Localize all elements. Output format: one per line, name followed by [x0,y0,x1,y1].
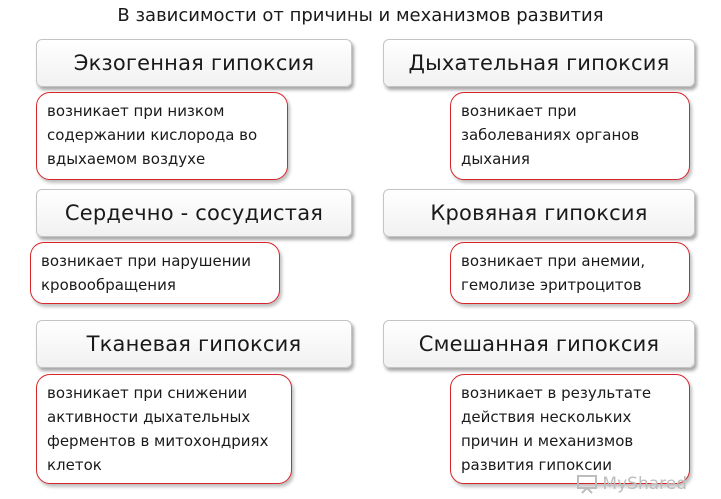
heading-cardiovascular: Сердечно - сосудистая [36,189,352,237]
heading-exogenous-hypoxia: Экзогенная гипоксия [36,39,352,87]
presentation-screen-icon [576,474,598,494]
description-blood-hypoxia: возникает при анемии, гемолизе эритроцитов [450,242,690,304]
heading-tissue-hypoxia: Тканевая гипоксия [36,320,352,368]
watermark-text: MyShared [602,474,687,494]
heading-blood-hypoxia: Кровяная гипоксия [383,189,695,237]
description-tissue-hypoxia: возникает при снижении активности дыхательных ферментов в митохондриях клеток [36,374,292,484]
description-respiratory-hypoxia: возникает при заболеваниях органов дыхания [450,92,690,180]
page-title: В зависимости от причины и механизмов развития [117,5,604,26]
description-exogenous-hypoxia: возникает при низком содержании кислорода во вдыхаемом воздухе [36,92,288,180]
heading-mixed-hypoxia: Смешанная гипоксия [383,320,695,368]
watermark [576,473,687,495]
description-mixed-hypoxia: возникает в результате действия нескольких причин и механизмов развития гипоксии [450,374,690,484]
description-cardiovascular: возникает при нарушении кровообращения [30,242,280,304]
heading-respiratory-hypoxia: Дыхательная гипоксия [383,39,695,87]
